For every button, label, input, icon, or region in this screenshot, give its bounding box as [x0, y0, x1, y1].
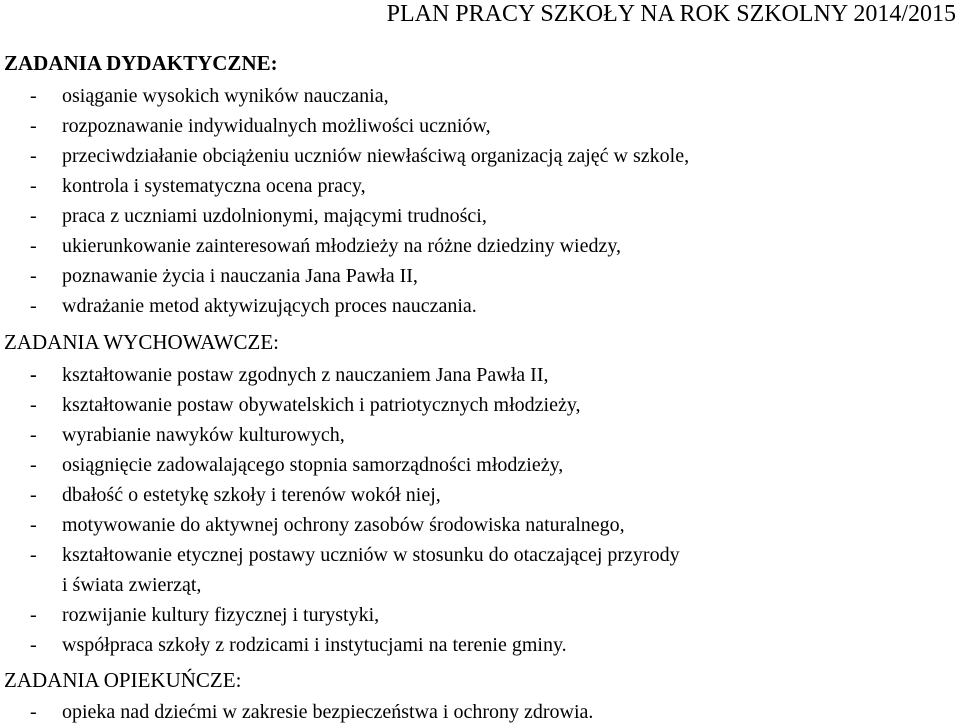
list-dash: - [30, 235, 37, 257]
list-item-text: współpraca szkoły z rodzicami i instytucjami na terenie gminy. [62, 634, 567, 656]
list-item-text: osiąganie wysokich wyników nauczania, [62, 85, 389, 107]
list-item [0, 361, 960, 391]
list-item [0, 142, 960, 172]
list-dash: - [30, 394, 37, 416]
list-item-text: i świata zwierząt, [62, 574, 202, 596]
list-item [0, 698, 960, 728]
list-item [0, 292, 960, 322]
list-dash: - [30, 484, 37, 506]
list-item-text: kształtowanie postaw obywatelskich i patriotycznych młodzieży, [62, 394, 581, 416]
document-title: PLAN PRACY SZKOŁY NA ROK SZKOLNY 2014/2015 [386, 1, 956, 27]
list-item-text: przeciwdziałanie obciążeniu uczniów niewłaściwą organizacją zajęć w szkole, [62, 145, 690, 167]
list-dash: - [30, 265, 37, 287]
list-item [0, 541, 960, 571]
list-item-text: wyrabianie nawyków kulturowych, [62, 424, 345, 446]
list-item-text: opieka nad dziećmi w zakresie bezpieczeństwa i ochrony zdrowia. [62, 701, 594, 723]
list-dash: - [30, 295, 37, 317]
list-item-text: praca z uczniami uzdolnionymi, mającymi trudności, [62, 205, 487, 227]
list-dash: - [30, 205, 37, 227]
list-dash: - [30, 364, 37, 386]
list-item-text: kształtowanie postaw zgodnych z nauczaniem Jana Pawła II, [62, 364, 549, 386]
list-item [0, 202, 960, 232]
list-item [0, 172, 960, 202]
list-dash: - [30, 634, 37, 656]
list-item-text: motywowanie do aktywnej ochrony zasobów środowiska naturalnego, [62, 514, 625, 536]
list-item-text: dbałość o estetykę szkoły i terenów wokół niej, [62, 484, 441, 506]
list-item [0, 421, 960, 451]
list-dash: - [30, 604, 37, 626]
list-dash: - [30, 175, 37, 197]
list-item-text: ukierunkowanie zainteresowań młodzieży na różne dziedziny wiedzy, [62, 235, 622, 257]
list-dash: - [30, 115, 37, 137]
section-heading-didactic: ZADANIA DYDAKTYCZNE: [4, 51, 278, 75]
list-item [0, 451, 960, 481]
list-item [0, 511, 960, 541]
list-item-text: kształtowanie etycznej postawy uczniów w stosunku do otaczającej przyrody [62, 544, 680, 566]
list-item-text: rozpoznawanie indywidualnych możliwości uczniów, [62, 115, 491, 137]
list-dash: - [30, 701, 37, 723]
list-item [0, 601, 960, 631]
list-item-text: rozwijanie kultury fizycznej i turystyki, [62, 604, 380, 626]
list-item-text: wdrażanie metod aktywizujących proces nauczania. [62, 295, 477, 317]
section-heading-educational: ZADANIA WYCHOWAWCZE: [4, 330, 279, 354]
list-item [0, 262, 960, 292]
list-dash: - [30, 454, 37, 476]
list-item-text: kontrola i systematyczna ocena pracy, [62, 175, 366, 197]
list-dash: - [30, 145, 37, 167]
list-item-text: poznawanie życia i nauczania Jana Pawła II, [62, 265, 418, 287]
list-item-continuation [0, 571, 960, 601]
list-item [0, 631, 960, 661]
section-heading-care: ZADANIA OPIEKUŃCZE: [4, 668, 242, 692]
list-dash: - [30, 514, 37, 536]
list-dash: - [30, 544, 37, 566]
list-item [0, 391, 960, 421]
list-dash: - [30, 424, 37, 446]
list-dash: - [30, 85, 37, 107]
list-item [0, 232, 960, 262]
list-item [0, 481, 960, 511]
list-item [0, 82, 960, 112]
list-item-text: osiągnięcie zadowalającego stopnia samorządności młodzieży, [62, 454, 564, 476]
list-item [0, 112, 960, 142]
